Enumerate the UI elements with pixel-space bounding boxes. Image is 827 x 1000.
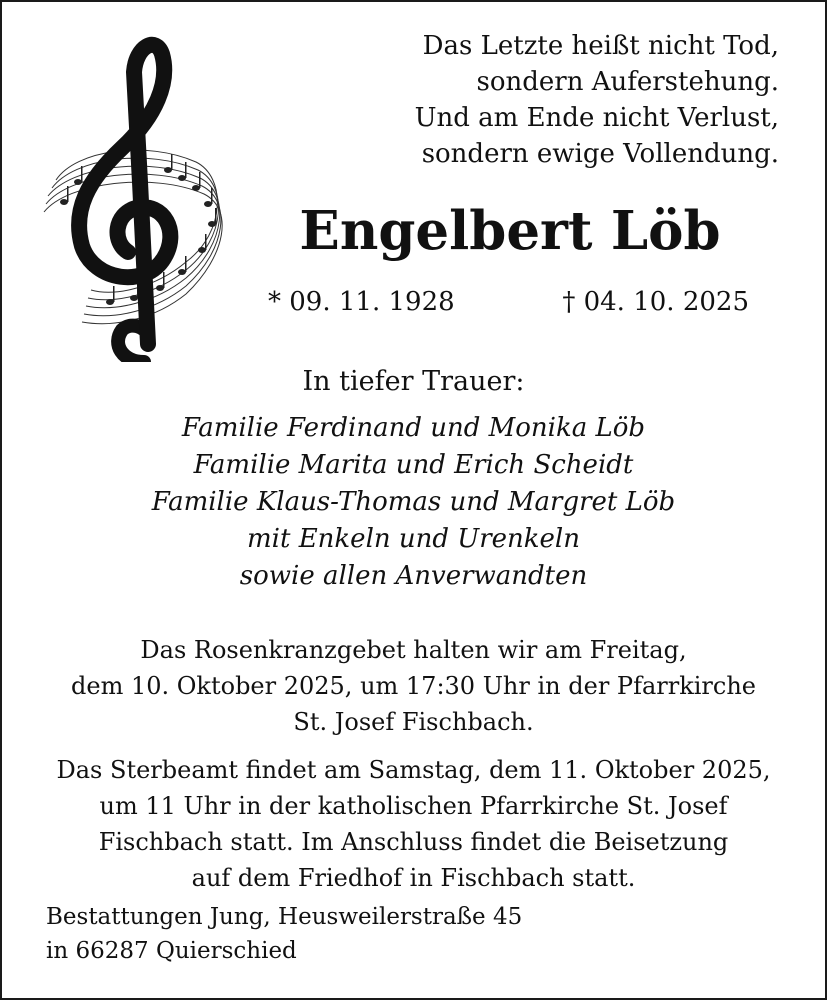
funeral-home-address [46,900,522,968]
mourners-list [0,410,827,595]
mourner-line: Familie Klaus-Thomas und Margret Löb [151,487,676,517]
quote-line: sondern Auferstehung. [476,67,779,97]
mourner-line: mit Enkeln und Urenkeln [247,524,580,554]
rosary-line: St. Josef Fischbach. [293,708,534,736]
requiem-line: Das Sterbeamt findet am Samstag, dem 11. Oktober 2025, [56,756,771,784]
requiem-notice [0,752,827,896]
quote-line: Das Letzte heißt nicht Tod, [422,31,779,61]
rosary-line: dem 10. Oktober 2025, um 17:30 Uhr in der Pfarrkirche [71,672,756,700]
deceased-name: Engelbert Löb [299,200,721,262]
mourner-line: sowie allen Anverwandten [239,561,588,591]
address-line: Bestattungen Jung, Heusweilerstraße 45 [46,904,523,930]
birth-date: * 09. 11. 1928 [268,287,455,317]
requiem-line: um 11 Uhr in der katholischen Pfarrkirche St. Josef [99,792,728,820]
rosary-line: Das Rosenkranzgebet halten wir am Freitag, [140,636,687,664]
quote-line: Und am Ende nicht Verlust, [414,103,779,133]
mourner-line: Familie Marita und Erich Scheidt [193,450,634,480]
mourners-heading: In tiefer Trauer: [302,366,525,397]
quote-block [319,28,779,172]
mourner-line: Familie Ferdinand und Monika Löb [181,413,646,443]
quote-line: sondern ewige Vollendung. [421,139,779,169]
rosary-notice [0,632,827,740]
treble-clef-icon [36,32,236,362]
requiem-line: Fischbach statt. Im Anschluss findet die Beisetzung [98,828,729,856]
death-date: † 04. 10. 2025 [562,287,749,317]
requiem-line: auf dem Friedhof in Fischbach statt. [191,864,636,892]
address-line: in 66287 Quierschied [46,938,297,964]
